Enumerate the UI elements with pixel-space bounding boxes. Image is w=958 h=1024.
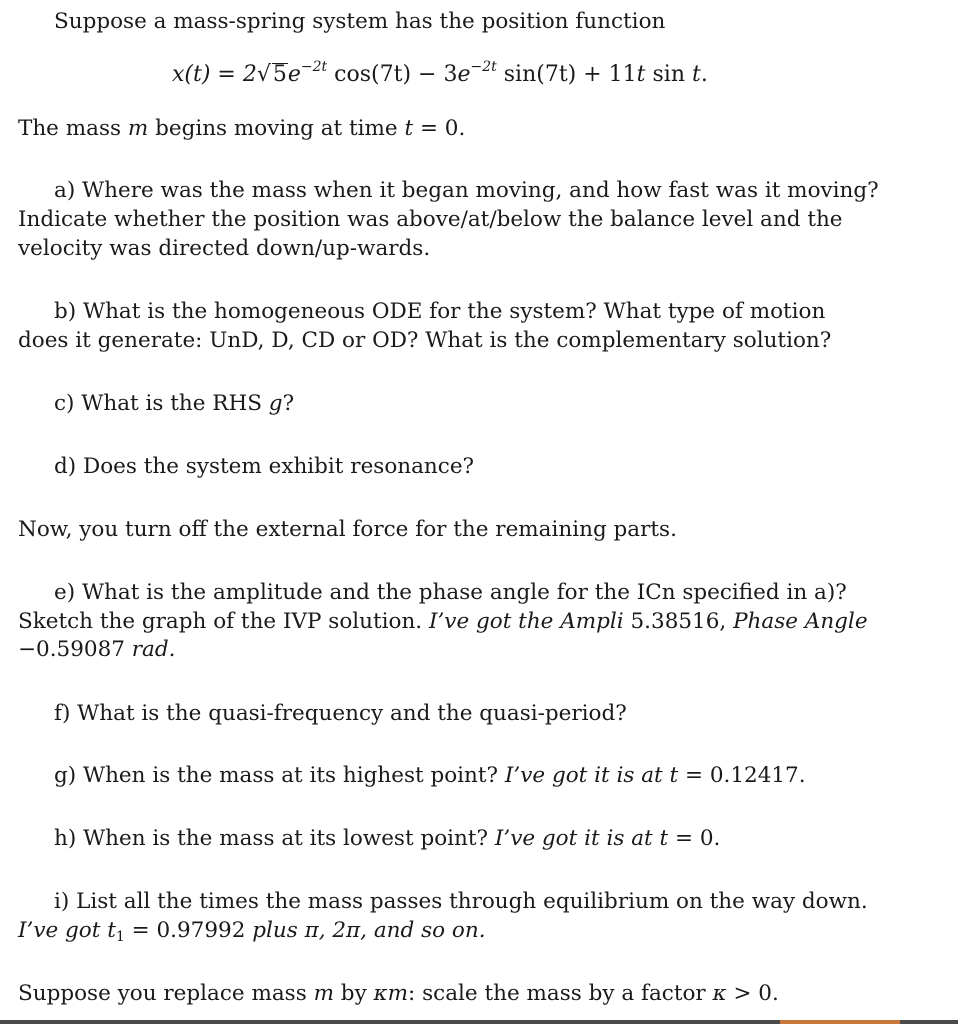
part-a-line2: Indicate whether the position was above/at/below the balance level and the — [18, 207, 843, 232]
eq-lhs: x(t) = 2 — [172, 62, 257, 87]
replace-part4: > 0. — [726, 981, 779, 1006]
part-g-text: g) When is the mass at its highest point? — [54, 763, 505, 788]
part-i-line2 — [18, 916, 486, 945]
part-e-unit: rad. — [131, 637, 176, 662]
part-e-line3 — [18, 635, 175, 664]
part-i-value: = 0.97992 — [124, 918, 253, 943]
part-f: f) What is the quasi-frequency and the quasi-period? — [54, 701, 627, 726]
replace-kappa: κ — [712, 981, 727, 1006]
replace-part3: : scale the mass by a factor — [408, 981, 713, 1006]
part-e-phase: −0.59087 — [18, 637, 132, 662]
eq-sqrt-arg: 5 — [272, 62, 287, 87]
begins-part1: The mass — [18, 116, 128, 141]
replace-km: κm — [373, 981, 409, 1006]
eq-term1-fn: cos(7t) − 3 — [327, 62, 458, 87]
eq-term3-var: t — [691, 62, 701, 87]
intro-text: Suppose a mass-spring system has the position function — [54, 9, 666, 34]
part-e-line2 — [18, 607, 868, 636]
part-c-text: c) What is the RHS — [54, 391, 269, 416]
part-g-note: I’ve got it is at t — [504, 763, 685, 788]
replace-part2: by — [333, 981, 374, 1006]
part-h-text: h) When is the mass at its lowest point? — [54, 826, 495, 851]
part-e-line1: e) What is the amplitude and the phase angle for the ICn specified in a)? — [54, 580, 847, 605]
part-c — [54, 389, 294, 418]
begins-part2: begins moving at time — [148, 116, 405, 141]
part-h-value: = 0. — [674, 826, 721, 851]
part-d: d) Does the system exhibit resonance? — [54, 454, 475, 479]
part-i-sub: 1 — [115, 929, 125, 945]
bottom-accent — [780, 1020, 900, 1024]
part-i-line1: i) List all the times the mass passes through equilibrium on the way down. — [54, 889, 868, 914]
eq-term3-fn: sin — [645, 62, 692, 87]
replace-m: m — [313, 981, 334, 1006]
begins-t: t — [404, 116, 414, 141]
part-e-note2: Phase Angle — [733, 609, 868, 634]
part-g — [54, 761, 806, 790]
begins-text — [18, 114, 465, 143]
part-e-plain: Sketch the graph of the IVP solution. — [18, 609, 429, 634]
eq-term2-fn: sin(7t) + 11 — [496, 62, 637, 87]
replace-part1: Suppose you replace mass — [18, 981, 314, 1006]
eq-term3: t — [636, 62, 646, 87]
eq-term1-exp: −2t — [300, 59, 328, 75]
eq-term2-base: e — [457, 62, 471, 87]
begins-part3: = 0. — [413, 116, 466, 141]
turn-off-text: Now, you turn off the external force for the remaining parts. — [18, 517, 677, 542]
part-i-note1: I’ve got t — [18, 918, 116, 943]
part-b-line2: does it generate: UnD, D, CD or OD? What is the complementary solution? — [18, 328, 832, 353]
eq-end: . — [700, 62, 708, 87]
part-c-end: ? — [282, 391, 295, 416]
eq-term2-exp: −2t — [470, 59, 497, 75]
part-c-g: g — [268, 391, 283, 416]
part-a-line1: a) Where was the mass when it began moving, and how fast was it moving? — [54, 178, 879, 203]
part-b-line1: b) What is the homogeneous ODE for the system? What type of motion — [54, 299, 826, 324]
eq-term1-base: e — [287, 62, 301, 87]
begins-m: m — [127, 116, 149, 141]
replace-mass-text — [18, 979, 779, 1008]
part-e-amplitude: 5.38516, — [630, 609, 734, 634]
part-h — [54, 824, 720, 853]
position-equation — [172, 60, 708, 89]
part-h-note: I’ve got it is at t — [494, 826, 675, 851]
part-a-line3: velocity was directed down/up-wards. — [18, 236, 431, 261]
sqrt-icon: √ — [256, 62, 271, 87]
part-i-note2: plus π, 2π, and so on. — [252, 918, 486, 943]
part-g-value: = 0.12417. — [684, 763, 806, 788]
part-e-note1: I’ve got the Ampli — [428, 609, 631, 634]
